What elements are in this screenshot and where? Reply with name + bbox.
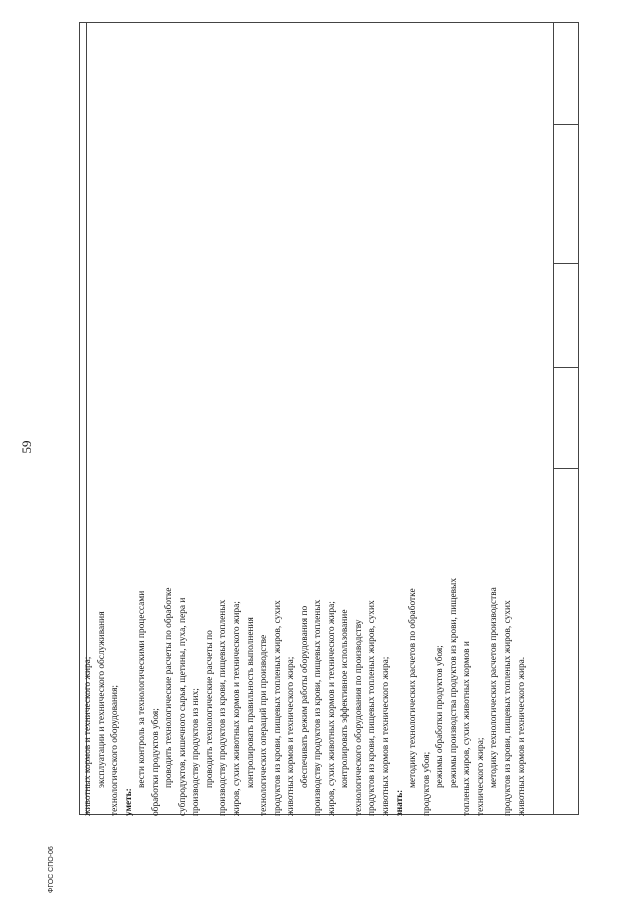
text-line: контролировать правильность выполнения bbox=[245, 617, 256, 788]
text-line: продуктов убоя; bbox=[421, 751, 432, 816]
table-divider bbox=[553, 124, 578, 125]
competency-text-cell bbox=[82, 486, 562, 816]
text-line: производству продуктов из крови, пищевых топленых bbox=[218, 599, 229, 816]
text-line: технологических операций при производстве bbox=[259, 634, 270, 816]
text-line: животных кормов и технического жира; bbox=[381, 656, 392, 816]
text-line: животных кормов и технического жира; bbox=[83, 656, 93, 816]
text-line: проводить технологические расчеты по bbox=[204, 630, 215, 788]
text-line: уметь: bbox=[123, 788, 134, 816]
text-line: технологического оборудования; bbox=[110, 685, 121, 816]
text-line: продуктов из крови, пищевых топленых жиров, сухих bbox=[367, 600, 378, 816]
text-line: животных кормов и технического жира; bbox=[286, 656, 297, 816]
text-line: животных кормов и технического жира. bbox=[516, 656, 527, 816]
text-line: обеспечивать режим работы оборудования по bbox=[299, 605, 310, 788]
text-line: жиров, сухих животных кормов и технического жира; bbox=[326, 601, 337, 816]
text-line: технического жира; bbox=[475, 737, 486, 816]
text-line: режимы производства продуктов из крови, пищевых bbox=[448, 577, 459, 788]
text-line: субпродуктов, кишечного сырья, щетины, пуха, пера и bbox=[177, 597, 188, 816]
page-number: 59 bbox=[19, 440, 34, 454]
text-line: жиров, сухих животных кормов и технического жира; bbox=[232, 601, 243, 816]
text-line: проводить технологические расчеты по обработке bbox=[164, 587, 175, 788]
table-divider bbox=[553, 468, 578, 469]
text-line: знать: bbox=[394, 789, 405, 816]
text-line: режимы обработки продуктов убоя; bbox=[435, 645, 446, 788]
text-line: продуктов из крови, пищевых топленых жиров, сухих bbox=[272, 600, 283, 816]
text-line: производству продуктов из крови, пищевых топленых bbox=[313, 599, 324, 816]
text-line: методику технологических расчетов по обработке bbox=[408, 588, 419, 788]
text-line: продуктов из крови, пищевых топленых жиров, сухих bbox=[502, 600, 513, 816]
text-line: технологического оборудования по производству bbox=[353, 619, 364, 816]
text-line: вести контроль за технологическими процессами bbox=[137, 590, 148, 788]
footer-standard-code: ФГОС СПО-06 bbox=[48, 846, 55, 893]
text-line: контролировать эффективное использование bbox=[340, 609, 351, 788]
text-line: производству продуктов из них; bbox=[191, 688, 202, 816]
text-line: эксплуатации и технического обслуживания bbox=[96, 611, 107, 788]
text-line: методику технологических расчетов производства bbox=[489, 587, 500, 788]
table-divider bbox=[553, 367, 578, 368]
document-table bbox=[79, 22, 579, 815]
table-divider bbox=[553, 263, 578, 264]
text-line: топленых жиров, сухих животных кормов и bbox=[462, 641, 473, 816]
text-line: обработки продуктов убоя; bbox=[150, 708, 161, 816]
